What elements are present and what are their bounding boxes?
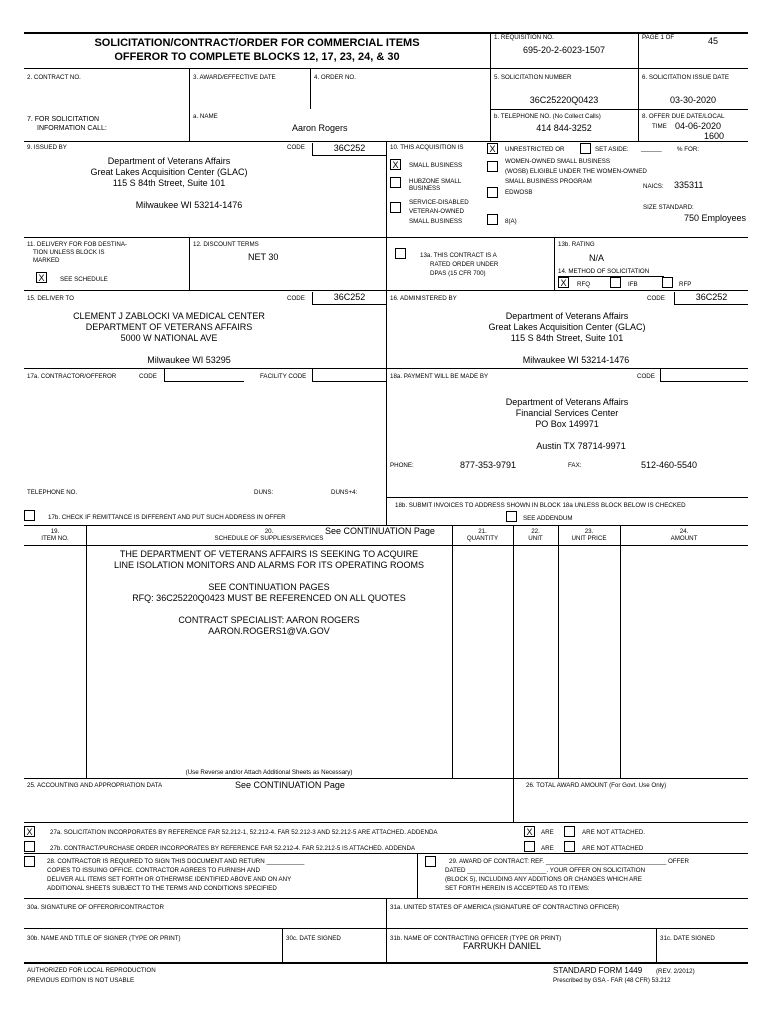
set-aside-checkbox[interactable]: [580, 143, 591, 154]
footer-reproduction: AUTHORIZED FOR LOCAL REPRODUCTION: [27, 967, 156, 974]
sdvosb-label: SERVICE-DISABLED: [409, 199, 469, 206]
edwosb-checkbox[interactable]: [487, 187, 498, 198]
rated-order-label-2: RATED ORDER UNDER: [430, 261, 499, 268]
size-standard: 750 Employees: [684, 213, 747, 223]
acquisition-label: 10. THIS ACQUISITION IS: [390, 144, 464, 151]
officer-name: FARRUKH DANIEL: [463, 941, 542, 951]
clause-27b-are-not-checkbox[interactable]: [564, 841, 575, 852]
info-call-label: 7. FOR SOLICITATION: [27, 116, 100, 123]
col-unit: 22.: [531, 528, 540, 535]
col-item-no-2: ITEM NO.: [41, 535, 69, 542]
clause-27b-are-label: ARE: [541, 845, 554, 852]
col-unit-price: 23.: [584, 528, 594, 535]
clause-29-line1: 29. AWARD OF CONTRACT: REF. ___________________________________ OFFER: [449, 858, 689, 865]
see-schedule-label: SEE SCHEDULE: [60, 276, 108, 283]
form-name: STANDARD FORM 1449: [553, 966, 643, 975]
small-business-checkbox[interactable]: X: [390, 159, 401, 170]
hubzone-label-2: BUSINESS: [409, 185, 441, 192]
administered-by-label: 16. ADMINISTERED BY: [390, 295, 457, 302]
set-aside-percent-blank: ______: [641, 145, 662, 152]
8a-checkbox[interactable]: [487, 214, 498, 225]
payment-code-label: CODE: [637, 373, 655, 380]
schedule-line1: THE DEPARTMENT OF VETERANS AFFAIRS IS SEEKING TO ACQUIRE: [119, 549, 419, 559]
telephone-label: TELEPHONE NO.: [27, 489, 78, 496]
clause-29-checkbox[interactable]: [425, 856, 436, 867]
administered-by-line3: 115 S 84th Street, Suite 101: [510, 333, 624, 343]
duns-label: DUNS:: [254, 489, 274, 496]
solicitation-number: 36C25220Q0423: [529, 95, 599, 105]
clause-28-line1: 28. CONTRACTOR IS REQUIRED TO SIGN THIS DOCUMENT AND RETURN ___________: [47, 858, 305, 865]
clause-27a-are-not-checkbox[interactable]: [564, 826, 575, 837]
clause-27b-are-not-label: ARE NOT ATTACHED: [582, 845, 644, 852]
wosb-label-2: (WOSB) ELIGIBLE UNDER THE WOMEN-OWNED: [505, 168, 647, 175]
clause-28-checkbox[interactable]: [24, 856, 35, 867]
addendum-checkbox[interactable]: [506, 511, 517, 522]
total-award-label: 26. TOTAL AWARD AMOUNT (For Govt. Use Only): [526, 782, 667, 789]
hubzone-label: HUBZONE SMALL: [409, 178, 462, 185]
contract-no-label: 2. CONTRACT NO.: [27, 74, 81, 81]
naics-label: NAICS:: [643, 183, 664, 190]
wosb-label-3: SMALL BUSINESS PROGRAM: [505, 178, 592, 185]
issued-by-code-label: CODE: [287, 144, 305, 151]
set-aside-label: SET ASIDE:: [595, 146, 629, 153]
deliver-to-line4: Milwaukee WI 53295: [147, 355, 231, 365]
award-date-label: 3. AWARD/EFFECTIVE DATE: [193, 74, 276, 81]
clause-27a-are-checkbox[interactable]: X: [524, 826, 535, 837]
page-total: 45: [708, 36, 719, 46]
administered-by-code: 36C252: [674, 292, 748, 305]
issue-date: 03-30-2020: [669, 95, 717, 105]
clause-27a-text: 27a. SOLICITATION INCORPORATES BY REFERENCE FAR 52.212-1, 52.212-4. FAR 52.212-3 AND 52.212-5 ARE ATTACHED. ADDENDA: [50, 829, 438, 836]
unrestricted-checkbox[interactable]: X: [487, 143, 498, 154]
reverse-note: (Use Reverse and/or Attach Additional Sheets as Necessary): [185, 769, 353, 776]
clause-27a-are-label: ARE: [541, 829, 554, 836]
percent-for-label: % FOR:: [677, 146, 700, 153]
deliver-to-line1: CLEMENT J ZABLOCKI VA MEDICAL CENTER: [73, 311, 265, 321]
wosb-label: WOMEN-OWNED SMALL BUSINESS: [505, 158, 610, 165]
contractor-code-label: CODE: [139, 373, 157, 380]
duns4-label: DUNS+4:: [331, 489, 358, 496]
rfp-label: RFP: [679, 281, 692, 288]
info-call-label-2: INFORMATION CALL:: [37, 125, 107, 132]
officer-name-label: 31b. NAME OF CONTRACTING OFFICER (TYPE OR PRINT): [390, 935, 562, 942]
bottom-border: [24, 962, 748, 964]
fob-label: 11. DELIVERY FOR FOB DESTINA-: [27, 241, 128, 248]
payment-code-field: [660, 369, 748, 382]
clause-28-line4: ADDITIONAL SHEETS SUBJECT TO THE TERMS AND CONDITIONS SPECIFIED: [47, 885, 277, 892]
deliver-to-code: 36C252: [312, 292, 386, 305]
signer-name-label: 30b. NAME AND TITLE OF SIGNER (TYPE OR PRINT): [27, 935, 181, 942]
phone-label: b. TELEPHONE NO. (No Collect Calls): [494, 113, 601, 120]
ifb-checkbox[interactable]: [610, 277, 621, 288]
issued-by-line1: Department of Veterans Affairs: [107, 156, 231, 166]
clause-27b-text: 27b. CONTRACT/PURCHASE ORDER INCORPORATES BY REFERENCE FAR 52.212-4. FAR 52.212-5 IS ATTACHED. ADDENDA: [50, 845, 416, 852]
col-amount: 24.: [679, 528, 689, 535]
col-unit-2: UNIT: [528, 535, 543, 542]
rated-order-label-3: DPAS (15 CFR 700): [430, 270, 486, 277]
issued-by-line4: Milwaukee WI 53214-1476: [135, 200, 243, 210]
size-standard-label: SIZE STANDARD:: [643, 204, 694, 211]
facility-code-label: FACILITY CODE: [260, 373, 307, 380]
offer-due-time: 1600: [704, 131, 725, 141]
administered-by-line1: Department of Veterans Affairs: [505, 311, 629, 321]
deliver-to-line3: 5000 W NATIONAL AVE: [120, 333, 218, 343]
remittance-label: 17b. CHECK IF REMITTANCE IS DIFFERENT AND PUT SUCH ADDRESS IN OFFER: [48, 514, 286, 521]
officer-date-label: 31c. DATE SIGNED: [660, 935, 715, 942]
schedule-see-continuation: See CONTINUATION Page: [325, 526, 435, 536]
payment-line4: Austin TX 78714-9971: [536, 441, 626, 451]
footer-previous-edition: PREVIOUS EDITION IS NOT USABLE: [27, 977, 135, 984]
wosb-checkbox[interactable]: [487, 161, 498, 172]
col-schedule: 20.: [264, 528, 274, 535]
contact-name: Aaron Rogers: [292, 123, 348, 133]
form-prescribed: Prescribed by GSA - FAR (48 CFR) 53.212: [553, 977, 671, 984]
issued-by-line2: Great Lakes Acquisition Center (GLAC): [90, 167, 248, 177]
name-label: a. NAME: [193, 113, 218, 120]
time-label: TIME: [652, 123, 667, 130]
clause-27a-are-not-label: ARE NOT ATTACHED.: [582, 829, 645, 836]
accounting-value: See CONTINUATION Page: [235, 780, 345, 790]
payment-line3: PO Box 149971: [535, 419, 599, 429]
form-title: SOLICITATION/CONTRACT/ORDER FOR COMMERCIAL ITEMS: [94, 37, 420, 49]
rating-value: N/A: [589, 253, 605, 263]
schedule-line6: AARON.ROGERS1@VA.GOV: [208, 626, 330, 636]
requisition-label: 1. REQUISITION NO.: [494, 34, 554, 41]
8a-label: 8(A): [505, 218, 517, 225]
contractor-code-field[interactable]: [164, 369, 244, 382]
discount-terms: NET 30: [248, 252, 279, 262]
deliver-to-line2: DEPARTMENT OF VETERANS AFFAIRS: [85, 322, 253, 332]
schedule-line4: RFQ: 36C25220Q0423 MUST BE REFERENCED ON ALL QUOTES: [132, 593, 406, 603]
payment-fax-label: FAX:: [568, 462, 582, 469]
deliver-to-code-label: CODE: [287, 295, 305, 302]
payment-phone: 877-353-9791: [460, 460, 517, 470]
method-label: 14. METHOD OF SOLICITATION: [558, 268, 650, 275]
sdvosb-label-3: SMALL BUSINESS: [409, 218, 463, 225]
sdvosb-checkbox[interactable]: [390, 202, 401, 213]
payment-phone-label: PHONE:: [390, 462, 414, 469]
administered-by-line4: Milwaukee WI 53214-1476: [522, 355, 630, 365]
payment-line1: Department of Veterans Affairs: [505, 397, 629, 407]
edwosb-label: EDWOSB: [505, 189, 533, 196]
submit-invoices-label: 18b. SUBMIT INVOICES TO ADDRESS SHOWN IN BLOCK 18a UNLESS BLOCK BELOW IS CHECKED: [395, 502, 686, 509]
clause-28-line2: COPIES TO ISSUING OFFICE. CONTRACTOR AGREES TO FURNISH AND: [47, 867, 260, 874]
col-schedule-2: SCHEDULE OF SUPPLIES/SERVICES: [214, 535, 324, 542]
form-revision: (REV. 2/2012): [656, 968, 695, 975]
discount-terms-label: 12. DISCOUNT TERMS: [193, 241, 259, 248]
form-subtitle: OFFEROR TO COMPLETE BLOCKS 12, 17, 23, 24, & 30: [114, 51, 400, 63]
offer-due-label: 8. OFFER DUE DATE/LOCAL: [642, 113, 725, 120]
col-unit-price-2: UNIT PRICE: [571, 535, 607, 542]
top-border: [24, 32, 748, 34]
remittance-checkbox[interactable]: [24, 510, 35, 521]
payment-label: 18a. PAYMENT WILL BE MADE BY: [390, 373, 489, 380]
issued-by-label: 9. ISSUED BY: [27, 144, 67, 151]
issued-by-line3: 115 S 84th Street, Suite 101: [112, 178, 226, 188]
rfq-label: RFQ: [577, 281, 591, 288]
administered-by-code-label: CODE: [647, 295, 665, 302]
facility-code-field[interactable]: [312, 369, 386, 382]
fob-label-2: TION UNLESS BLOCK IS: [33, 249, 105, 256]
schedule-line3: SEE CONTINUATION PAGES: [208, 582, 330, 592]
contractor-label: 17a. CONTRACTOR/OFFEROR: [27, 373, 117, 380]
sdvosb-label-2: VETERAN-OWNED: [409, 208, 465, 215]
clause-27b-checkbox[interactable]: [24, 841, 35, 852]
offer-due-date: 04-06-2020: [675, 121, 722, 131]
clause-29-line3: (BLOCK 5), INCLUDING ANY ADDITIONS OR CHANGES WHICH ARE: [445, 876, 642, 883]
unrestricted-label: UNRESTRICTED OR: [505, 146, 565, 153]
issued-by-code: 36C252: [312, 143, 386, 156]
signer-date-label: 30c. DATE SIGNED: [286, 935, 341, 942]
signature-officer-label: 31a. UNITED STATES OF AMERICA (SIGNATURE OF CONTRACTING OFFICER): [390, 904, 619, 911]
naics-code: 335311: [674, 180, 704, 190]
col-item-no: 19.: [50, 528, 60, 535]
clause-27a-checkbox[interactable]: X: [24, 826, 35, 837]
deliver-to-label: 15. DELIVER TO: [27, 295, 74, 302]
see-schedule-checkbox[interactable]: X: [36, 272, 47, 283]
administered-by-line2: Great Lakes Acquisition Center (GLAC): [488, 322, 646, 332]
signature-offeror-label: 30a. SIGNATURE OF OFFEROR/CONTRACTOR: [27, 904, 164, 911]
clause-29-line4: SET FORTH HEREIN IS ACCEPTED AS TO ITEMS:: [445, 885, 590, 892]
rated-order-label: 13a. THIS CONTRACT IS A: [420, 252, 497, 259]
clause-28-line3: DELIVER ALL ITEMS SET FORTH OR OTHERWISE IDENTIFIED ABOVE AND ON ANY: [47, 876, 292, 883]
solicitation-number-label: 5. SOLICITATION NUMBER: [494, 74, 572, 81]
fob-label-3: MARKED: [33, 257, 60, 264]
page-label: PAGE 1 OF: [642, 34, 675, 41]
small-business-label: SMALL BUSINESS: [409, 162, 463, 169]
rated-order-checkbox[interactable]: [395, 248, 406, 259]
col-quantity-2: QUANTITY: [466, 535, 499, 542]
schedule-line2: LINE ISOLATION MONITORS AND ALARMS FOR ITS OPERATING ROOMS: [113, 560, 425, 570]
rating-label: 13b. RATING: [558, 241, 595, 248]
schedule-line5: CONTRACT SPECIALIST: AARON ROGERS: [178, 615, 360, 625]
addendum-label: SEE ADDENDUM: [523, 515, 573, 522]
clause-29-line2: DATED _______________________. YOUR OFFER ON SOLICITATION: [445, 867, 646, 874]
col-amount-2: AMOUNT: [670, 535, 698, 542]
requisition-number: 695-20-2-6023-1507: [522, 45, 606, 55]
issue-date-label: 6. SOLICITATION ISSUE DATE: [642, 74, 729, 81]
contact-phone: 414 844-3252: [536, 123, 592, 133]
hubzone-checkbox[interactable]: [390, 177, 401, 188]
payment-fax: 512-460-5540: [641, 460, 698, 470]
accounting-label: 25. ACCOUNTING AND APPROPRIATION DATA: [27, 782, 163, 789]
col-quantity: 21.: [478, 528, 487, 535]
order-no-label: 4. ORDER NO.: [314, 74, 356, 81]
rfp-checkbox[interactable]: [662, 277, 673, 288]
ifb-label: IFB: [628, 281, 638, 288]
payment-line2: Financial Services Center: [515, 408, 619, 418]
clause-27b-are-checkbox[interactable]: [524, 841, 535, 852]
rfq-checkbox[interactable]: X: [558, 277, 569, 288]
